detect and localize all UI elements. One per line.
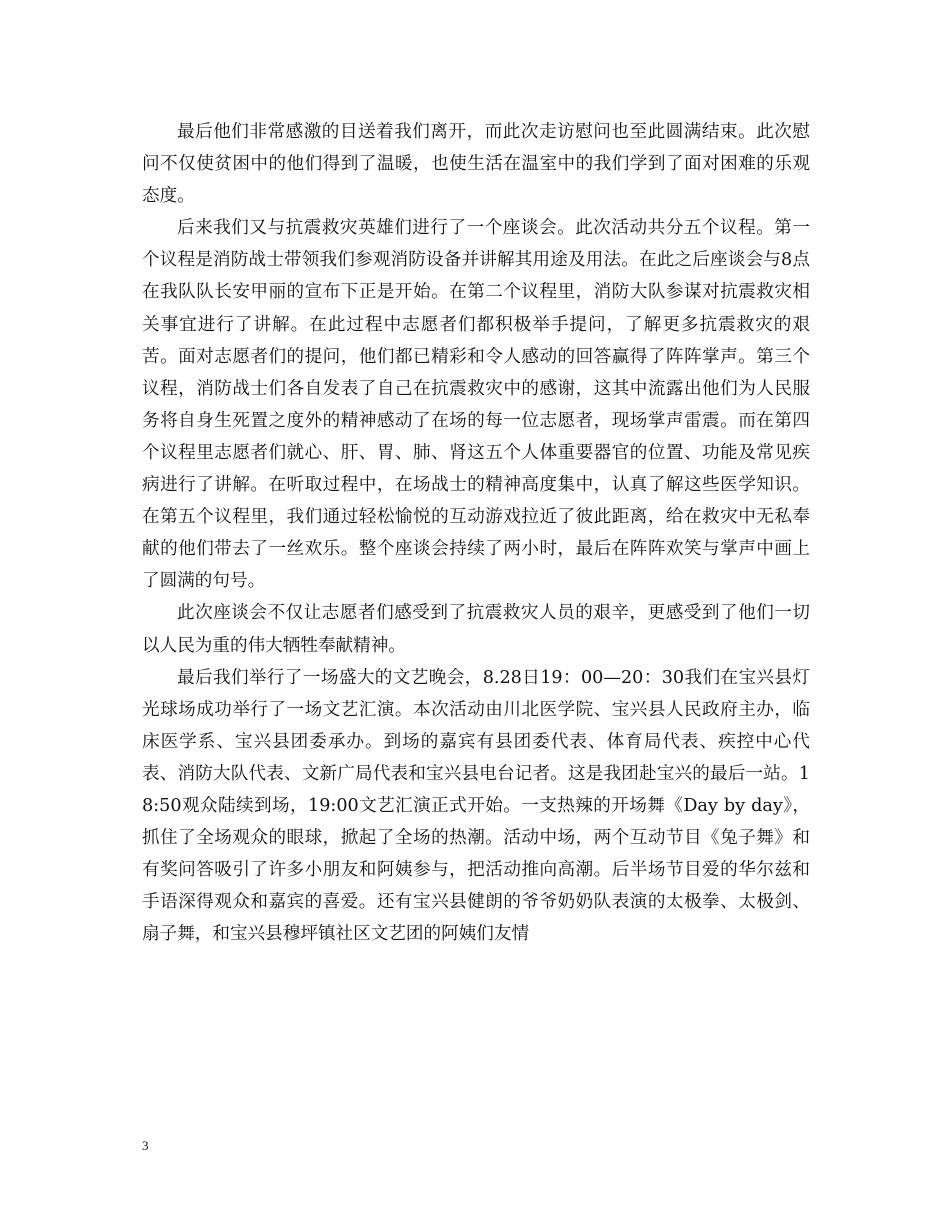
paragraph-3: 此次座谈会不仅让志愿者们感受到了抗震救灾人员的艰辛，更感受到了他们一切以人民为重的伟大牺牲奉献精神。	[142, 603, 810, 656]
body-text	[142, 116, 810, 950]
paragraph-2: 后来我们又与抗震救灾英雄们进行了一个座谈会。此次活动共分五个议程。第一个议程是消防战士带领我们参观消防设备并讲解其用途及用法。在此之后座谈会与8点在我队队长安甲丽的宣布下正是开始。在第二个议程里，消防大队参谋对抗震救灾相关事宜进行了讲解。在此过程中志愿者们都积极举手提问，了解更多抗震救灾的艰苦。面对志愿者们的提问，他们都已精彩和令人感动的回答赢得了阵阵掌声。第三个议程，消防战士们各自发表了自己在抗震救灾中的感谢，这其中流露出他们为人民服务将自身生死置之度外的精神感动了在场的每一位志愿者，现场掌声雷震。而在第四个议程里志愿者们就心、肝、胃、肺、肾这五个人体重要器官的位置、功能及常见疾病进行了讲解。在听取过程中，在场战士的精神高度集中，认真了解这些医学知识。在第五个议程里，我们通过轻松愉悦的互动游戏拉近了彼此距离，给在救灾中无私奉献的他们带去了一丝欢乐。整个座谈会持续了两小时，最后在阵阵欢笑与掌声中画上了圆满的句号。	[142, 218, 810, 592]
paragraph-1: 最后他们非常感激的目送着我们离开，而此次走访慰问也至此圆满结束。此次慰问不仅使贫困中的他们得到了温暖，也使生活在温室中的我们学到了面对困难的乐观态度。	[142, 122, 810, 207]
paragraph-4: 最后我们举行了一场盛大的文艺晚会，8.28日19：00—20：30我们在宝兴县灯光球场成功举行了一场文艺汇演。本次活动由川北医学院、宝兴县人民政府主办，临床医学系、宝兴县团委承办。到场的嘉宾有县团委代表、体育局代表、疾控中心代表、消防大队代表、文新广局代表和宝兴县电台记者。这是我团赴宝兴的最后一站。18:50观众陆续到场，19:00文艺汇演正式开始。一支热辣的开场舞《Day by day》，抓住了全场观众的眼球，掀起了全场的热潮。活动中场，两个互动节目《兔子舞》和有奖问答吸引了许多小朋友和阿姨参与，把活动推向高潮。后半场节目爱的华尔兹和手语深得观众和嘉宾的喜爱。还有宝兴县健朗的爷爷奶奶队表演的太极拳、太极剑、扇子舞，和宝兴县穆坪镇社区文艺团的阿姨们友情	[142, 667, 810, 945]
page-number: 3	[142, 1138, 149, 1153]
